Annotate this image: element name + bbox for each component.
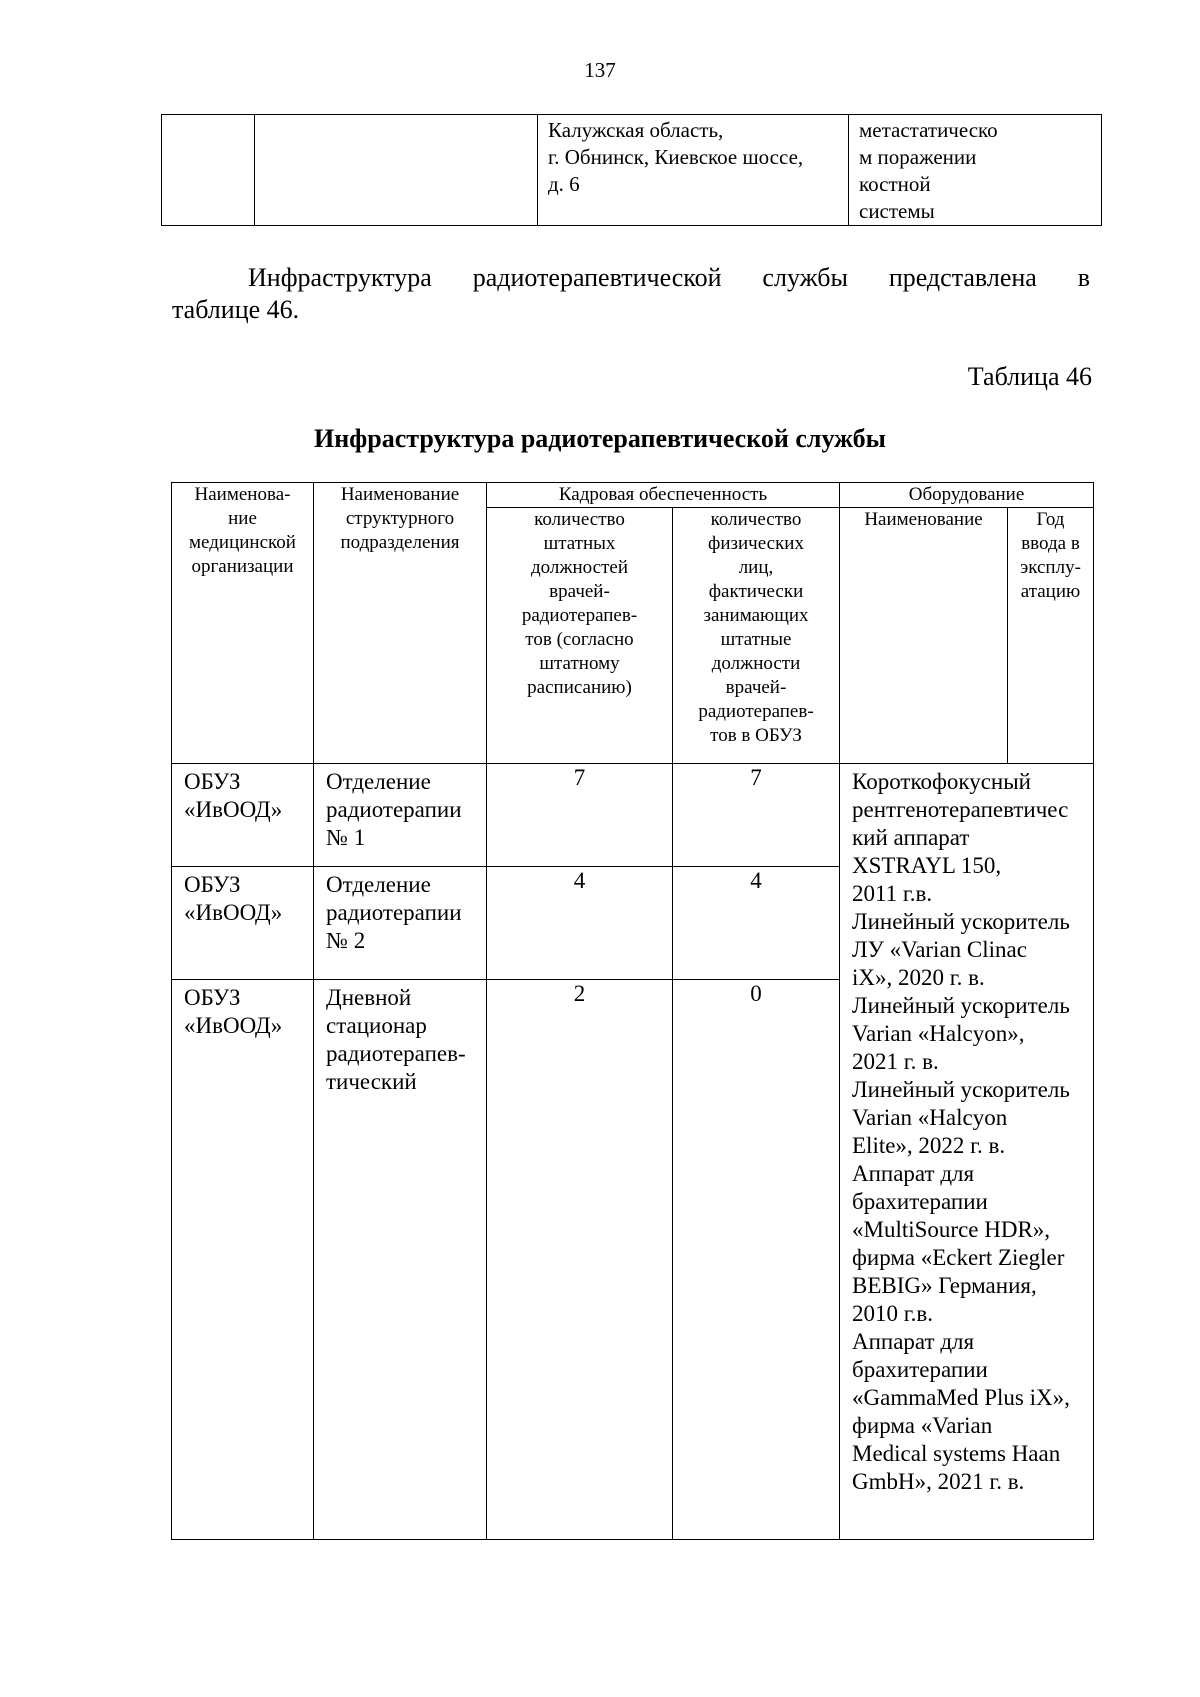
equipment-line: фирма «Eckert Ziegler [852, 1245, 1065, 1270]
equipment-line: Линейный ускоритель [852, 993, 1070, 1018]
equipment-line: Elite», 2022 г. в. [852, 1133, 1006, 1158]
header-text: штатному [539, 653, 620, 674]
cell-text: стационар [326, 1013, 427, 1038]
header-text: подразделения [340, 532, 460, 553]
header-text: штатные [720, 629, 792, 650]
address-line: д. 6 [548, 172, 580, 196]
positions-cell: 2 [487, 980, 673, 1540]
header-text: врачей- [549, 581, 610, 602]
header-text: структурного [345, 508, 455, 529]
header-org [172, 483, 314, 764]
equipment-line: iX», 2020 г. в. [852, 965, 985, 990]
cell-text: «ИвООД» [184, 797, 283, 822]
header-text: количество [710, 509, 802, 530]
header-text: эксплу- [1020, 557, 1081, 578]
note-line: м поражении [859, 145, 977, 169]
header-text: лиц, [738, 557, 774, 578]
intro-paragraph [172, 262, 1090, 326]
table-row [172, 764, 1094, 867]
header-text: атацию [1020, 581, 1081, 602]
header-text: Наименование [340, 484, 460, 505]
positions-cell: 7 [487, 764, 673, 867]
header-staffing: Кадровая обеспеченность [487, 483, 840, 508]
cell-text: ОБУЗ [184, 769, 241, 794]
header-text: фактически [708, 581, 804, 602]
cell-text: ОБУЗ [184, 872, 241, 897]
header-text: тов (согласно [525, 629, 634, 650]
cell-text: № 1 [326, 825, 366, 850]
persons-cell: 0 [673, 980, 840, 1540]
address-cell [538, 115, 849, 226]
header-text: Наименова- [194, 484, 291, 505]
header-equipment-name: Наименование [840, 508, 1008, 764]
header-text: ввода в [1021, 533, 1080, 554]
intro-line: Инфраструктура радиотерапевтической службы представлена в [248, 263, 1090, 292]
header-equipment: Оборудование [840, 483, 1094, 508]
equipment-cell [840, 764, 1094, 1540]
persons-cell: 4 [673, 867, 840, 980]
persons-cell: 7 [673, 764, 840, 867]
continued-table [161, 114, 1102, 226]
equipment-line: Короткофокусный [852, 769, 1031, 794]
table-number: Таблица 46 [967, 362, 1092, 391]
header-text: организации [191, 556, 294, 577]
org-cell [172, 867, 314, 980]
header-text: штатных [543, 533, 616, 554]
equipment-line: 2021 г. в. [852, 1049, 939, 1074]
header-unit [314, 483, 487, 764]
org-cell [172, 764, 314, 867]
cell-text: тический [326, 1069, 417, 1094]
header-equipment-year [1008, 508, 1094, 764]
cell-text: радиотерапии [326, 900, 462, 925]
unit-cell [314, 867, 487, 980]
equipment-line: Линейный ускоритель [852, 1077, 1070, 1102]
table-title: Инфраструктура радиотерапевтической службы [314, 424, 886, 453]
unit-cell [314, 980, 487, 1540]
cell-text: Отделение [326, 769, 431, 794]
equipment-line: Аппарат для [852, 1329, 975, 1354]
equipment-line: BEBIG» Германия, [852, 1273, 1037, 1298]
equipment-line: «MultiSource HDR», [852, 1217, 1051, 1242]
header-text: радиотерапев- [521, 605, 638, 626]
infrastructure-table [171, 482, 1094, 1540]
equipment-line: «GammaMed Plus iX», [852, 1385, 1070, 1410]
header-staff-persons [673, 508, 840, 764]
equipment-line: фирма «Varian [852, 1413, 993, 1438]
note-cell [849, 115, 1102, 226]
header-text: физических [708, 533, 804, 554]
cell-text: Дневной [326, 985, 412, 1010]
cell-text: ОБУЗ [184, 985, 241, 1010]
header-text: ние [228, 508, 257, 529]
equipment-line: Аппарат для [852, 1161, 975, 1186]
cell-text: «ИвООД» [184, 900, 283, 925]
page-number: 137 [584, 58, 616, 82]
header-text: расписанию) [527, 677, 632, 698]
equipment-line: Varian «Halcyon [852, 1105, 1008, 1130]
header-text: количество [534, 509, 625, 530]
equipment-line: ЛУ «Varian Clinac [852, 937, 1027, 962]
header-text: тов в ОБУЗ [710, 725, 802, 746]
header-staff-positions [487, 508, 673, 764]
cell-text: Отделение [326, 872, 431, 897]
header-text: Год [1036, 509, 1065, 530]
cell-text: радиотерапев- [326, 1041, 466, 1066]
equipment-line: рентгенотерапевтичес [852, 797, 1069, 822]
org-cell [172, 980, 314, 1540]
unit-cell [314, 764, 487, 867]
header-text: должностей [530, 557, 628, 578]
header-text: должности [711, 653, 801, 674]
equipment-line: XSTRAYL 150, [852, 853, 1002, 878]
note-line: метастатическо [859, 118, 998, 142]
equipment-line: брахитерапии [852, 1189, 988, 1214]
intro-line: таблице 46. [172, 295, 300, 324]
equipment-line: 2010 г.в. [852, 1301, 933, 1326]
note-line: костной [859, 172, 931, 196]
table-cell-empty [162, 115, 255, 226]
table-cell-empty [255, 115, 538, 226]
equipment-line: 2011 г.в. [852, 881, 933, 906]
equipment-line: Линейный ускоритель [852, 909, 1070, 934]
equipment-line: GmbH», 2021 г. в. [852, 1469, 1025, 1494]
header-text: радиотерапев- [698, 701, 814, 722]
equipment-line: Varian «Halcyon», [852, 1021, 1025, 1046]
header-text: врачей- [725, 677, 787, 698]
equipment-line: брахитерапии [852, 1357, 988, 1382]
cell-text: радиотерапии [326, 797, 462, 822]
address-line: г. Обнинск, Киевское шоссе, [548, 145, 804, 169]
cell-text: «ИвООД» [184, 1013, 283, 1038]
equipment-line: Medical systems Haan [852, 1441, 1061, 1466]
address-line: Калужская область, [548, 118, 724, 142]
header-text: занимающих [703, 605, 809, 626]
positions-cell: 4 [487, 867, 673, 980]
header-text: медицинской [189, 532, 296, 553]
equipment-line: кий аппарат [852, 825, 970, 850]
note-line: системы [859, 199, 935, 223]
cell-text: № 2 [326, 928, 366, 953]
